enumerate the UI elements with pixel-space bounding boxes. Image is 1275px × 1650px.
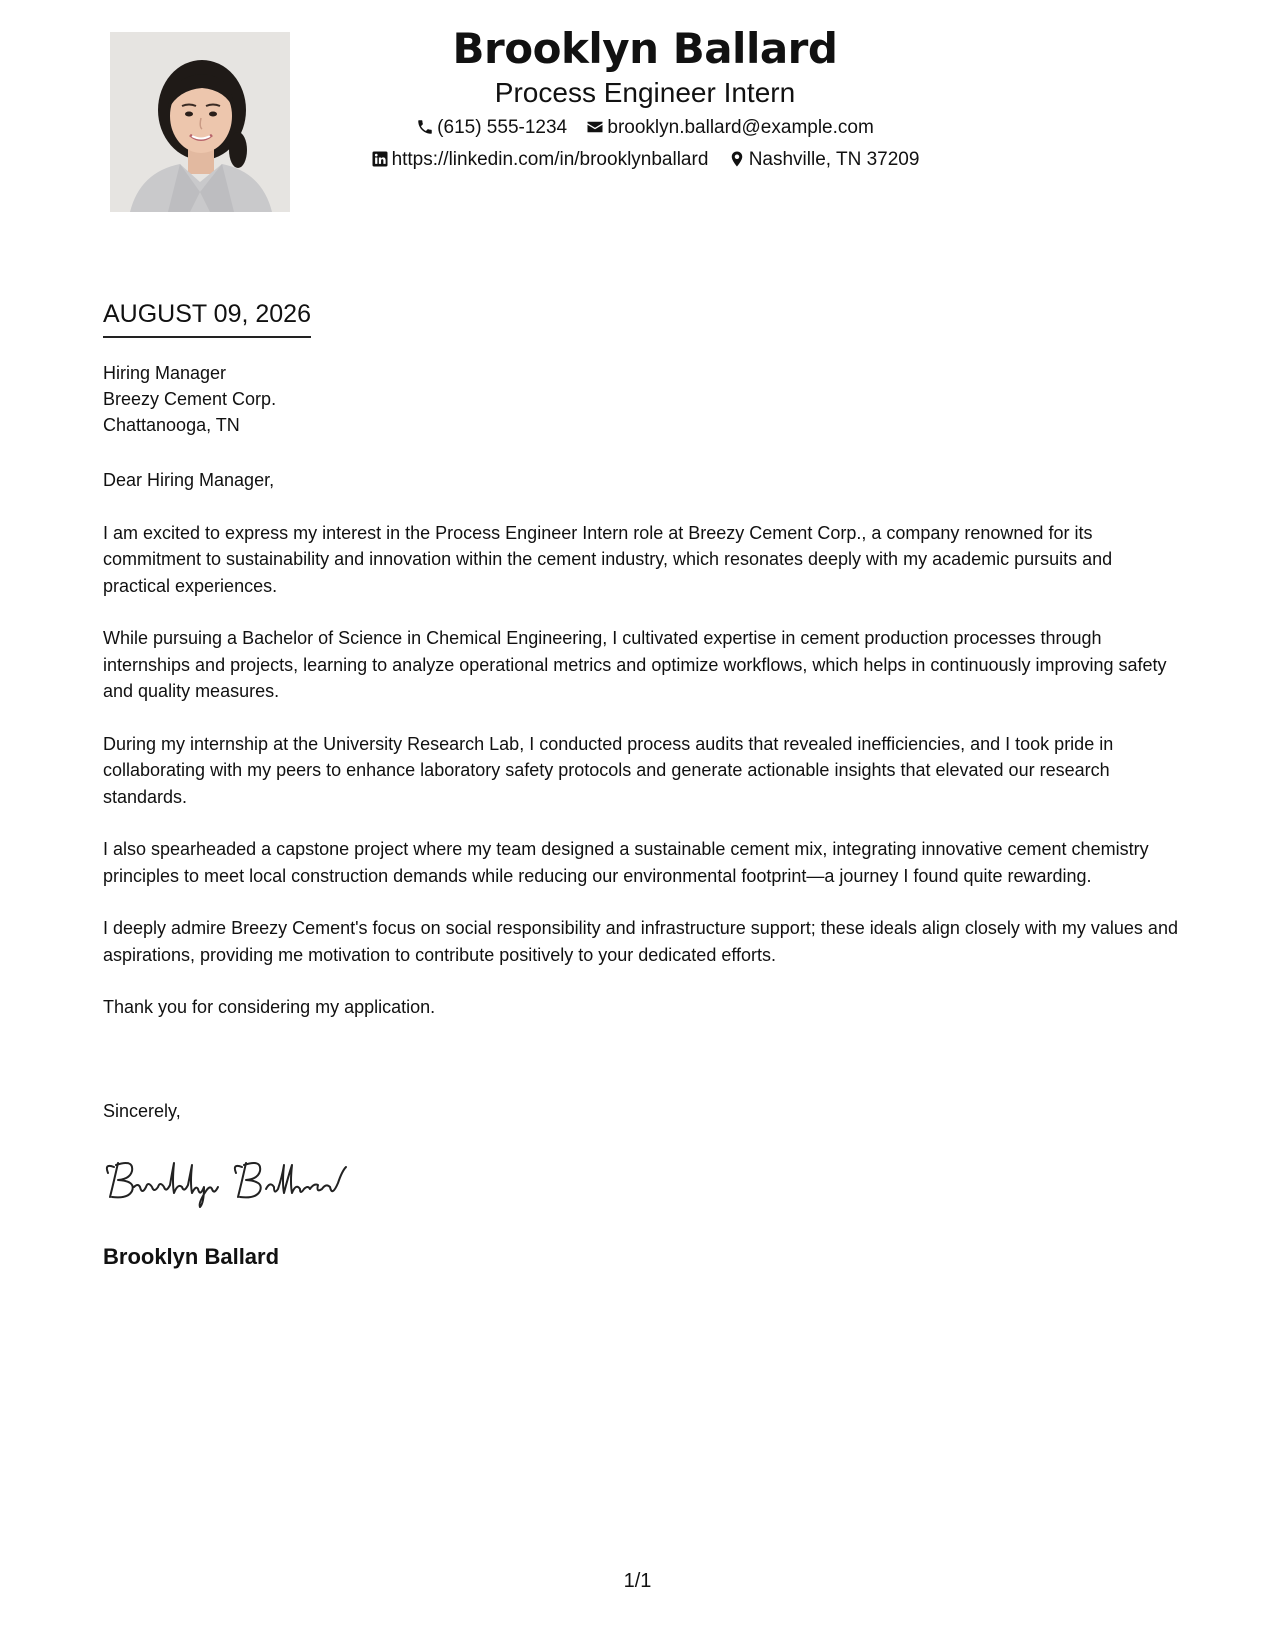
recipient-company: Breezy Cement Corp. bbox=[103, 389, 277, 409]
linkedin-icon bbox=[371, 150, 389, 168]
recipient-location: Chattanooga, TN bbox=[103, 415, 240, 435]
body-paragraph: During my internship at the University Research Lab, I conducted process audits that revealed inefficiencies, and I took pride in collaborating with my peers to enhance laboratory safety protocols and generate actionable insights that elevated our research standards. bbox=[103, 733, 1114, 807]
closing: Sincerely, bbox=[103, 1101, 181, 1121]
linkedin-text: https://linkedin.com/in/brooklynballard bbox=[391, 149, 709, 170]
contact-location bbox=[728, 148, 920, 172]
body-paragraph: While pursuing a Bachelor of Science in Chemical Engineering, I cultivated expertise in cement production processes through internships and projects, learning to analyze operational metrics and optimize workflows, which helps in continuously improving safety and quality measures. bbox=[103, 628, 1167, 701]
letter-date: AUGUST 09, 2026 bbox=[103, 298, 311, 338]
body-paragraph: I also spearheaded a capstone project where my team designed a sustainable cement mix, integrating innovative cement chemistry principles to meet local construction demands while reducing our environmental footprint—a journey I found quite rewarding. bbox=[103, 839, 1149, 886]
applicant-role: Process Engineer Intern bbox=[494, 77, 796, 108]
recipient-title: Hiring Manager bbox=[103, 363, 227, 383]
phone-icon bbox=[416, 118, 434, 136]
handwritten-signature bbox=[100, 1153, 370, 1214]
contact-row-secondary bbox=[300, 148, 990, 172]
body-paragraph: I am excited to express my interest in the Process Engineer Intern role at Breezy Cement Corp., a company renowned for its commitment to sustainability and innovation within the cement industry, which resonates deeply with my academic pursuits and practical experiences. bbox=[103, 522, 1113, 596]
letter-body bbox=[103, 467, 1183, 1047]
contact-linkedin[interactable] bbox=[371, 148, 709, 172]
map-pin-icon bbox=[728, 150, 746, 168]
body-paragraph: Thank you for considering my application. bbox=[103, 997, 436, 1017]
contact-email[interactable] bbox=[586, 116, 873, 140]
email-text: brooklyn.ballard@example.com bbox=[607, 117, 874, 138]
letter-header bbox=[300, 22, 990, 172]
contact-phone bbox=[416, 116, 567, 140]
applicant-name: Brooklyn Ballard bbox=[452, 24, 838, 73]
salutation: Dear Hiring Manager, bbox=[103, 470, 275, 490]
body-paragraph: I deeply admire Breezy Cement's focus on social responsibility and infrastructure support; these ideals align closely with my values and aspirations, providing me motivation to contribute positively to your dedicated efforts. bbox=[103, 918, 1178, 965]
location-text: Nashville, TN 37209 bbox=[748, 149, 920, 170]
signer-name: Brooklyn Ballard bbox=[103, 1244, 280, 1269]
contact-row-primary bbox=[300, 116, 990, 140]
profile-photo bbox=[110, 32, 290, 212]
recipient-block bbox=[103, 360, 276, 438]
page-number: 1/1 bbox=[623, 1570, 652, 1592]
phone-text: (615) 555-1234 bbox=[437, 117, 568, 138]
envelope-icon bbox=[586, 118, 604, 136]
